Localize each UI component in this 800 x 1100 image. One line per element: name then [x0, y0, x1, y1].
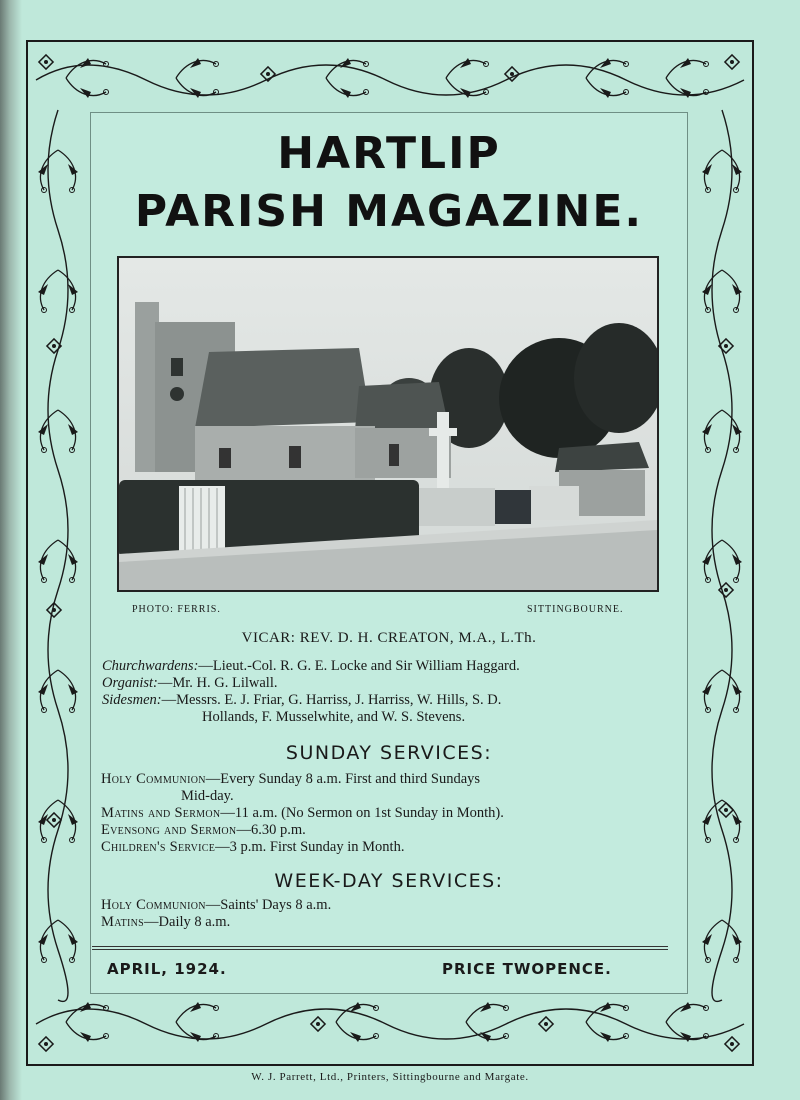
sunday-services-list [101, 771, 681, 856]
sunday-evensong-label: Evensong and Sermon [101, 822, 237, 838]
organist-row [102, 675, 682, 692]
printer-imprint: W. J. Parrett, Ltd., Printers, Sittingbourne and Margate. [251, 1071, 529, 1083]
weekday-holy-communion [101, 897, 681, 914]
sunday-hc-text-continued: Mid-day. [181, 788, 234, 804]
weekday-hc-text: —Saints' Days 8 a.m. [205, 897, 332, 913]
sunday-evensong [101, 822, 681, 839]
sidesmen-row [102, 692, 682, 709]
magazine-title-line-2: PARISH MAGAZINE. [134, 186, 644, 237]
sunday-matins-text: —11 a.m. (No Sermon on 1st Sunday in Month). [220, 805, 504, 821]
parish-officers [102, 658, 682, 726]
sunday-childrens-service [101, 839, 681, 856]
footer-divider [92, 946, 668, 950]
magazine-title-line-1: HARTLIP [277, 128, 501, 179]
sunday-services-heading: SUNDAY SERVICES: [285, 742, 493, 764]
sunday-evensong-text: —6.30 p.m. [236, 822, 306, 838]
sunday-children-text: —3 p.m. First Sunday in Month. [215, 839, 405, 855]
photo-credit: PHOTO: FERRIS. [132, 604, 221, 615]
page-binding-shadow [0, 0, 22, 1100]
churchwardens-row [102, 658, 682, 675]
weekday-matins [101, 914, 681, 931]
sidesmen-names-1: —Messrs. E. J. Friar, G. Harriss, J. Harriss, W. Hills, S. D. [161, 692, 502, 708]
sunday-matins [101, 805, 681, 822]
organist-name: —Mr. H. G. Lilwall. [157, 675, 278, 691]
sunday-hc-label: Holy Communion [101, 771, 206, 787]
weekday-services-list [101, 897, 681, 931]
sunday-hc-text: —Every Sunday 8 a.m. First and third Sundays [205, 771, 481, 787]
issue-date: APRIL, 1924. [107, 960, 227, 978]
sunday-matins-label: Matins and Sermon [101, 805, 221, 821]
photo-location: SITTINGBOURNE. [527, 604, 624, 615]
sidesmen-names-2: Hollands, F. Musselwhite, and W. S. Stevens. [202, 709, 466, 725]
churchwardens-label: Churchwardens: [102, 658, 199, 674]
sunday-children-label: Children's Service [101, 839, 216, 855]
weekday-hc-label: Holy Communion [101, 897, 206, 913]
weekday-matins-label: Matins [101, 914, 145, 930]
weekday-services-heading: WEEK-DAY SERVICES: [274, 870, 504, 892]
vicar-line: VICAR: REV. D. H. CREATON, M.A., L.Th. [241, 630, 537, 646]
issue-price: PRICE TWOPENCE. [442, 960, 612, 978]
church-photo-illustration [119, 258, 657, 590]
sidesmen-label: Sidesmen: [102, 692, 162, 708]
church-photograph [117, 256, 659, 592]
weekday-matins-text: —Daily 8 a.m. [144, 914, 231, 930]
sunday-holy-communion [101, 771, 681, 788]
churchwardens-names: —Lieut.-Col. R. G. E. Locke and Sir William Haggard. [198, 658, 520, 674]
organist-label: Organist: [102, 675, 158, 691]
